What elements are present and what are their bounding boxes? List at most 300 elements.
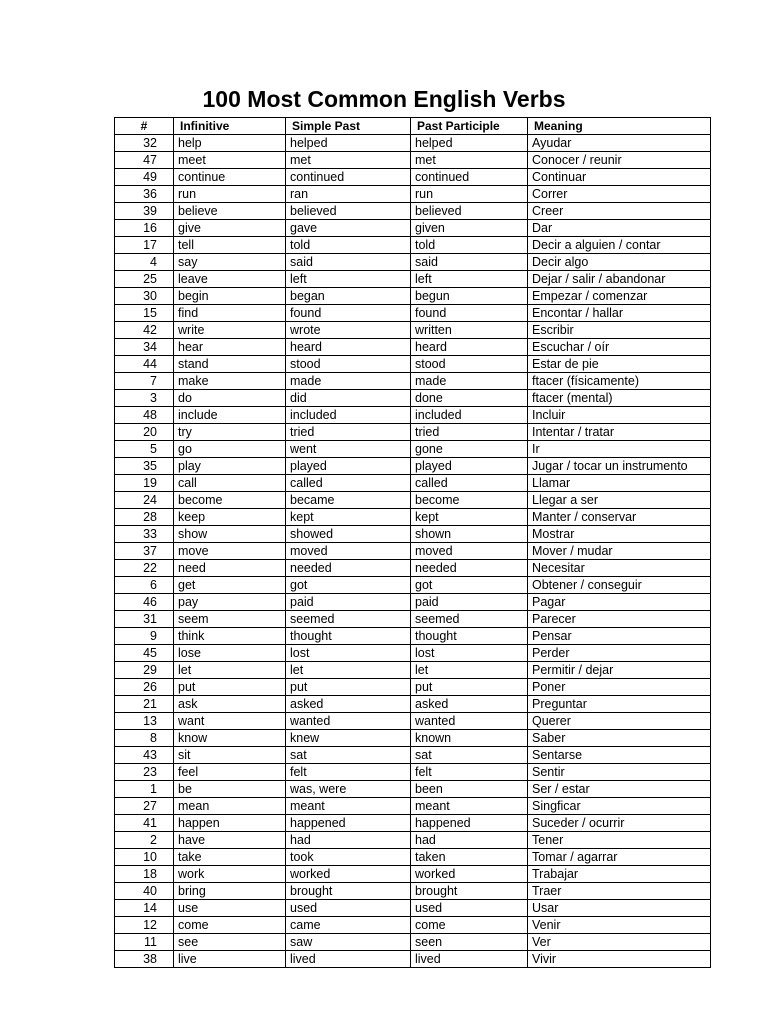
verb-simple-past: thought xyxy=(286,628,411,645)
verb-infinitive: put xyxy=(174,679,286,696)
verb-past-participle: asked xyxy=(411,696,528,713)
table-row xyxy=(115,560,711,577)
verb-simple-past: continued xyxy=(286,169,411,186)
verb-number: 31 xyxy=(115,611,174,628)
table-row xyxy=(115,237,711,254)
verb-number: 30 xyxy=(115,288,174,305)
verb-past-participle: sat xyxy=(411,747,528,764)
verb-meaning: Sentarse xyxy=(528,747,711,764)
header-meaning: Meaning xyxy=(528,118,711,135)
verb-simple-past: called xyxy=(286,475,411,492)
verb-meaning: Pensar xyxy=(528,628,711,645)
verb-number: 29 xyxy=(115,662,174,679)
verb-number: 14 xyxy=(115,900,174,917)
table-row xyxy=(115,866,711,883)
table-row xyxy=(115,543,711,560)
verb-meaning: ftacer (físicamente) xyxy=(528,373,711,390)
verb-infinitive: sit xyxy=(174,747,286,764)
verb-number: 45 xyxy=(115,645,174,662)
verb-simple-past: believed xyxy=(286,203,411,220)
verb-number: 20 xyxy=(115,424,174,441)
verb-simple-past: kept xyxy=(286,509,411,526)
verb-simple-past: came xyxy=(286,917,411,934)
verb-past-participle: lived xyxy=(411,951,528,968)
verb-meaning: Necesitar xyxy=(528,560,711,577)
verb-meaning: Saber xyxy=(528,730,711,747)
table-row xyxy=(115,135,711,152)
verb-simple-past: felt xyxy=(286,764,411,781)
verb-number: 43 xyxy=(115,747,174,764)
table-row xyxy=(115,373,711,390)
verb-simple-past: helped xyxy=(286,135,411,152)
verb-simple-past: went xyxy=(286,441,411,458)
verb-simple-past: gave xyxy=(286,220,411,237)
verb-infinitive: give xyxy=(174,220,286,237)
table-row xyxy=(115,271,711,288)
verb-past-participle: helped xyxy=(411,135,528,152)
verb-simple-past: included xyxy=(286,407,411,424)
verb-meaning: Trabajar xyxy=(528,866,711,883)
verb-infinitive: let xyxy=(174,662,286,679)
verb-infinitive: seem xyxy=(174,611,286,628)
table-row xyxy=(115,798,711,815)
verb-meaning: Correr xyxy=(528,186,711,203)
verb-meaning: Tener xyxy=(528,832,711,849)
verb-number: 2 xyxy=(115,832,174,849)
table-row xyxy=(115,305,711,322)
verb-past-participle: become xyxy=(411,492,528,509)
verb-meaning: Manter / conservar xyxy=(528,509,711,526)
table-row xyxy=(115,339,711,356)
verb-number: 25 xyxy=(115,271,174,288)
verb-meaning: Sentir xyxy=(528,764,711,781)
verb-simple-past: meant xyxy=(286,798,411,815)
verb-simple-past: ran xyxy=(286,186,411,203)
verb-number: 5 xyxy=(115,441,174,458)
verb-past-participle: seen xyxy=(411,934,528,951)
verb-number: 4 xyxy=(115,254,174,271)
verb-simple-past: got xyxy=(286,577,411,594)
header-number: # xyxy=(115,118,174,135)
verb-simple-past: tried xyxy=(286,424,411,441)
table-body xyxy=(115,135,711,968)
verb-infinitive: have xyxy=(174,832,286,849)
verb-meaning: Tomar / agarrar xyxy=(528,849,711,866)
verb-infinitive: leave xyxy=(174,271,286,288)
header-past-participle: Past Participle xyxy=(411,118,528,135)
verb-past-participle: made xyxy=(411,373,528,390)
verb-infinitive: become xyxy=(174,492,286,509)
verb-simple-past: put xyxy=(286,679,411,696)
verb-infinitive: continue xyxy=(174,169,286,186)
verb-infinitive: ask xyxy=(174,696,286,713)
verb-simple-past: wrote xyxy=(286,322,411,339)
table-row xyxy=(115,203,711,220)
verb-infinitive: say xyxy=(174,254,286,271)
verb-number: 40 xyxy=(115,883,174,900)
verb-simple-past: brought xyxy=(286,883,411,900)
verb-simple-past: told xyxy=(286,237,411,254)
verb-meaning: Ir xyxy=(528,441,711,458)
verb-simple-past: played xyxy=(286,458,411,475)
verb-number: 3 xyxy=(115,390,174,407)
verb-number: 11 xyxy=(115,934,174,951)
table-row xyxy=(115,220,711,237)
verb-meaning: Empezar / comenzar xyxy=(528,288,711,305)
verb-infinitive: make xyxy=(174,373,286,390)
verb-past-participle: thought xyxy=(411,628,528,645)
verb-number: 33 xyxy=(115,526,174,543)
verb-past-participle: known xyxy=(411,730,528,747)
verb-simple-past: happened xyxy=(286,815,411,832)
verb-past-participle: shown xyxy=(411,526,528,543)
verb-past-participle: believed xyxy=(411,203,528,220)
verb-number: 6 xyxy=(115,577,174,594)
verb-number: 35 xyxy=(115,458,174,475)
verb-simple-past: took xyxy=(286,849,411,866)
verb-infinitive: do xyxy=(174,390,286,407)
table-row xyxy=(115,713,711,730)
verb-infinitive: mean xyxy=(174,798,286,815)
verb-infinitive: keep xyxy=(174,509,286,526)
verb-past-participle: felt xyxy=(411,764,528,781)
table-row xyxy=(115,934,711,951)
table-row xyxy=(115,764,711,781)
verb-simple-past: left xyxy=(286,271,411,288)
header-infinitive: Infinitive xyxy=(174,118,286,135)
verb-past-participle: had xyxy=(411,832,528,849)
table-header-row xyxy=(115,118,711,135)
verb-past-participle: meant xyxy=(411,798,528,815)
verb-meaning: Perder xyxy=(528,645,711,662)
verb-number: 22 xyxy=(115,560,174,577)
verb-meaning: Dejar / salir / abandonar xyxy=(528,271,711,288)
verb-meaning: Parecer xyxy=(528,611,711,628)
verb-simple-past: seemed xyxy=(286,611,411,628)
verb-meaning: Usar xyxy=(528,900,711,917)
verb-meaning: Singficar xyxy=(528,798,711,815)
verb-number: 26 xyxy=(115,679,174,696)
table-row xyxy=(115,730,711,747)
table-row xyxy=(115,883,711,900)
document-title: 100 Most Common English Verbs xyxy=(202,86,566,112)
table-row xyxy=(115,815,711,832)
verb-simple-past: worked xyxy=(286,866,411,883)
verb-meaning: Venir xyxy=(528,917,711,934)
verb-infinitive: use xyxy=(174,900,286,917)
verb-simple-past: said xyxy=(286,254,411,271)
verb-infinitive: begin xyxy=(174,288,286,305)
verb-simple-past: asked xyxy=(286,696,411,713)
verb-past-participle: brought xyxy=(411,883,528,900)
verb-meaning: Ayudar xyxy=(528,135,711,152)
verb-infinitive: tell xyxy=(174,237,286,254)
verb-infinitive: bring xyxy=(174,883,286,900)
verb-meaning: Vivir xyxy=(528,951,711,968)
table-row xyxy=(115,594,711,611)
header-simple-past: Simple Past xyxy=(286,118,411,135)
table-row xyxy=(115,662,711,679)
table-row xyxy=(115,747,711,764)
verb-infinitive: write xyxy=(174,322,286,339)
verb-number: 36 xyxy=(115,186,174,203)
verb-infinitive: move xyxy=(174,543,286,560)
verb-infinitive: try xyxy=(174,424,286,441)
verb-meaning: Creer xyxy=(528,203,711,220)
verb-number: 15 xyxy=(115,305,174,322)
verb-meaning: Decir algo xyxy=(528,254,711,271)
verb-simple-past: was, were xyxy=(286,781,411,798)
verb-number: 38 xyxy=(115,951,174,968)
verb-number: 19 xyxy=(115,475,174,492)
verb-infinitive: live xyxy=(174,951,286,968)
verb-past-participle: put xyxy=(411,679,528,696)
verb-simple-past: made xyxy=(286,373,411,390)
verb-past-participle: given xyxy=(411,220,528,237)
verb-number: 10 xyxy=(115,849,174,866)
verb-infinitive: think xyxy=(174,628,286,645)
verb-number: 7 xyxy=(115,373,174,390)
verb-infinitive: play xyxy=(174,458,286,475)
verb-number: 17 xyxy=(115,237,174,254)
verb-simple-past: did xyxy=(286,390,411,407)
verb-infinitive: be xyxy=(174,781,286,798)
verb-past-participle: found xyxy=(411,305,528,322)
verb-simple-past: became xyxy=(286,492,411,509)
verb-meaning: Continuar xyxy=(528,169,711,186)
verb-simple-past: met xyxy=(286,152,411,169)
verb-meaning: Pagar xyxy=(528,594,711,611)
verb-meaning: Estar de pie xyxy=(528,356,711,373)
verb-infinitive: see xyxy=(174,934,286,951)
verb-past-participle: got xyxy=(411,577,528,594)
verb-infinitive: get xyxy=(174,577,286,594)
verb-number: 8 xyxy=(115,730,174,747)
verb-simple-past: used xyxy=(286,900,411,917)
table-row xyxy=(115,509,711,526)
table-row xyxy=(115,475,711,492)
verb-simple-past: wanted xyxy=(286,713,411,730)
verb-simple-past: had xyxy=(286,832,411,849)
table-row xyxy=(115,152,711,169)
verb-number: 23 xyxy=(115,764,174,781)
table-row xyxy=(115,832,711,849)
verb-infinitive: meet xyxy=(174,152,286,169)
verb-simple-past: let xyxy=(286,662,411,679)
verb-meaning: Incluir xyxy=(528,407,711,424)
table-row xyxy=(115,322,711,339)
verb-past-participle: happened xyxy=(411,815,528,832)
verb-infinitive: hear xyxy=(174,339,286,356)
verb-meaning: Llamar xyxy=(528,475,711,492)
verb-past-participle: used xyxy=(411,900,528,917)
verb-meaning: Querer xyxy=(528,713,711,730)
verb-meaning: Conocer / reunir xyxy=(528,152,711,169)
verb-number: 39 xyxy=(115,203,174,220)
verb-past-participle: stood xyxy=(411,356,528,373)
verb-meaning: Suceder / ocurrir xyxy=(528,815,711,832)
verb-simple-past: began xyxy=(286,288,411,305)
verb-simple-past: found xyxy=(286,305,411,322)
verb-infinitive: work xyxy=(174,866,286,883)
verb-past-participle: continued xyxy=(411,169,528,186)
verb-meaning: Ser / estar xyxy=(528,781,711,798)
verb-past-participle: said xyxy=(411,254,528,271)
verb-number: 13 xyxy=(115,713,174,730)
verb-infinitive: believe xyxy=(174,203,286,220)
verb-past-participle: told xyxy=(411,237,528,254)
table-row xyxy=(115,169,711,186)
table-row xyxy=(115,424,711,441)
verb-meaning: ftacer (mental) xyxy=(528,390,711,407)
verb-simple-past: sat xyxy=(286,747,411,764)
verb-past-participle: begun xyxy=(411,288,528,305)
verb-number: 46 xyxy=(115,594,174,611)
table-row xyxy=(115,951,711,968)
verb-simple-past: knew xyxy=(286,730,411,747)
verb-number: 28 xyxy=(115,509,174,526)
verb-number: 24 xyxy=(115,492,174,509)
table-row xyxy=(115,628,711,645)
verb-number: 16 xyxy=(115,220,174,237)
table-row xyxy=(115,390,711,407)
verb-number: 9 xyxy=(115,628,174,645)
verb-meaning: Jugar / tocar un instrumento xyxy=(528,458,711,475)
verb-infinitive: help xyxy=(174,135,286,152)
verb-past-participle: heard xyxy=(411,339,528,356)
verb-infinitive: show xyxy=(174,526,286,543)
verb-number: 42 xyxy=(115,322,174,339)
verb-past-participle: met xyxy=(411,152,528,169)
verb-simple-past: saw xyxy=(286,934,411,951)
verb-meaning: Mostrar xyxy=(528,526,711,543)
verb-meaning: Mover / mudar xyxy=(528,543,711,560)
table-row xyxy=(115,407,711,424)
table-row xyxy=(115,849,711,866)
verb-number: 18 xyxy=(115,866,174,883)
verb-meaning: Escuchar / oír xyxy=(528,339,711,356)
verb-past-participle: needed xyxy=(411,560,528,577)
verb-past-participle: paid xyxy=(411,594,528,611)
verb-meaning: Permitir / dejar xyxy=(528,662,711,679)
verb-meaning: Llegar a ser xyxy=(528,492,711,509)
verb-past-participle: run xyxy=(411,186,528,203)
verb-infinitive: need xyxy=(174,560,286,577)
verb-number: 32 xyxy=(115,135,174,152)
table-row xyxy=(115,781,711,798)
verb-past-participle: come xyxy=(411,917,528,934)
verb-simple-past: stood xyxy=(286,356,411,373)
verb-infinitive: take xyxy=(174,849,286,866)
verb-meaning: Encontar / hallar xyxy=(528,305,711,322)
verb-number: 12 xyxy=(115,917,174,934)
verb-past-participle: gone xyxy=(411,441,528,458)
verb-infinitive: want xyxy=(174,713,286,730)
table-row xyxy=(115,526,711,543)
verb-number: 44 xyxy=(115,356,174,373)
verb-meaning: Intentar / tratar xyxy=(528,424,711,441)
verb-meaning: Poner xyxy=(528,679,711,696)
verb-infinitive: come xyxy=(174,917,286,934)
verb-infinitive: call xyxy=(174,475,286,492)
verb-meaning: Preguntar xyxy=(528,696,711,713)
verb-meaning: Decir a alguien / contar xyxy=(528,237,711,254)
verb-simple-past: showed xyxy=(286,526,411,543)
verb-past-participle: called xyxy=(411,475,528,492)
table-row xyxy=(115,288,711,305)
table-row xyxy=(115,679,711,696)
verb-past-participle: seemed xyxy=(411,611,528,628)
verb-simple-past: heard xyxy=(286,339,411,356)
verb-infinitive: go xyxy=(174,441,286,458)
table-row xyxy=(115,900,711,917)
verb-infinitive: stand xyxy=(174,356,286,373)
table-row xyxy=(115,917,711,934)
table-row xyxy=(115,611,711,628)
verb-past-participle: worked xyxy=(411,866,528,883)
verb-infinitive: run xyxy=(174,186,286,203)
verb-past-participle: left xyxy=(411,271,528,288)
verb-simple-past: lost xyxy=(286,645,411,662)
table-row xyxy=(115,186,711,203)
verb-infinitive: know xyxy=(174,730,286,747)
verb-past-participle: moved xyxy=(411,543,528,560)
table-row xyxy=(115,254,711,271)
verb-infinitive: include xyxy=(174,407,286,424)
table-row xyxy=(115,356,711,373)
verb-simple-past: moved xyxy=(286,543,411,560)
verb-number: 34 xyxy=(115,339,174,356)
verb-infinitive: lose xyxy=(174,645,286,662)
verb-number: 27 xyxy=(115,798,174,815)
verb-meaning: Obtener / conseguir xyxy=(528,577,711,594)
verb-past-participle: been xyxy=(411,781,528,798)
verb-past-participle: let xyxy=(411,662,528,679)
verb-past-participle: kept xyxy=(411,509,528,526)
table-row xyxy=(115,577,711,594)
verb-past-participle: tried xyxy=(411,424,528,441)
verb-number: 1 xyxy=(115,781,174,798)
verb-past-participle: played xyxy=(411,458,528,475)
table-row xyxy=(115,492,711,509)
verb-past-participle: written xyxy=(411,322,528,339)
verbs-table xyxy=(114,117,711,968)
verb-meaning: Ver xyxy=(528,934,711,951)
verb-simple-past: needed xyxy=(286,560,411,577)
verb-number: 37 xyxy=(115,543,174,560)
verb-infinitive: pay xyxy=(174,594,286,611)
verb-infinitive: feel xyxy=(174,764,286,781)
verb-past-participle: included xyxy=(411,407,528,424)
verb-meaning: Dar xyxy=(528,220,711,237)
verb-simple-past: paid xyxy=(286,594,411,611)
table-row xyxy=(115,696,711,713)
table-row xyxy=(115,441,711,458)
verb-number: 47 xyxy=(115,152,174,169)
verb-meaning: Traer xyxy=(528,883,711,900)
verb-number: 41 xyxy=(115,815,174,832)
table-row xyxy=(115,645,711,662)
verb-infinitive: find xyxy=(174,305,286,322)
verb-past-participle: taken xyxy=(411,849,528,866)
verb-infinitive: happen xyxy=(174,815,286,832)
verb-past-participle: done xyxy=(411,390,528,407)
verb-number: 48 xyxy=(115,407,174,424)
verb-number: 21 xyxy=(115,696,174,713)
verb-past-participle: lost xyxy=(411,645,528,662)
verb-meaning: Escribir xyxy=(528,322,711,339)
table-row xyxy=(115,458,711,475)
